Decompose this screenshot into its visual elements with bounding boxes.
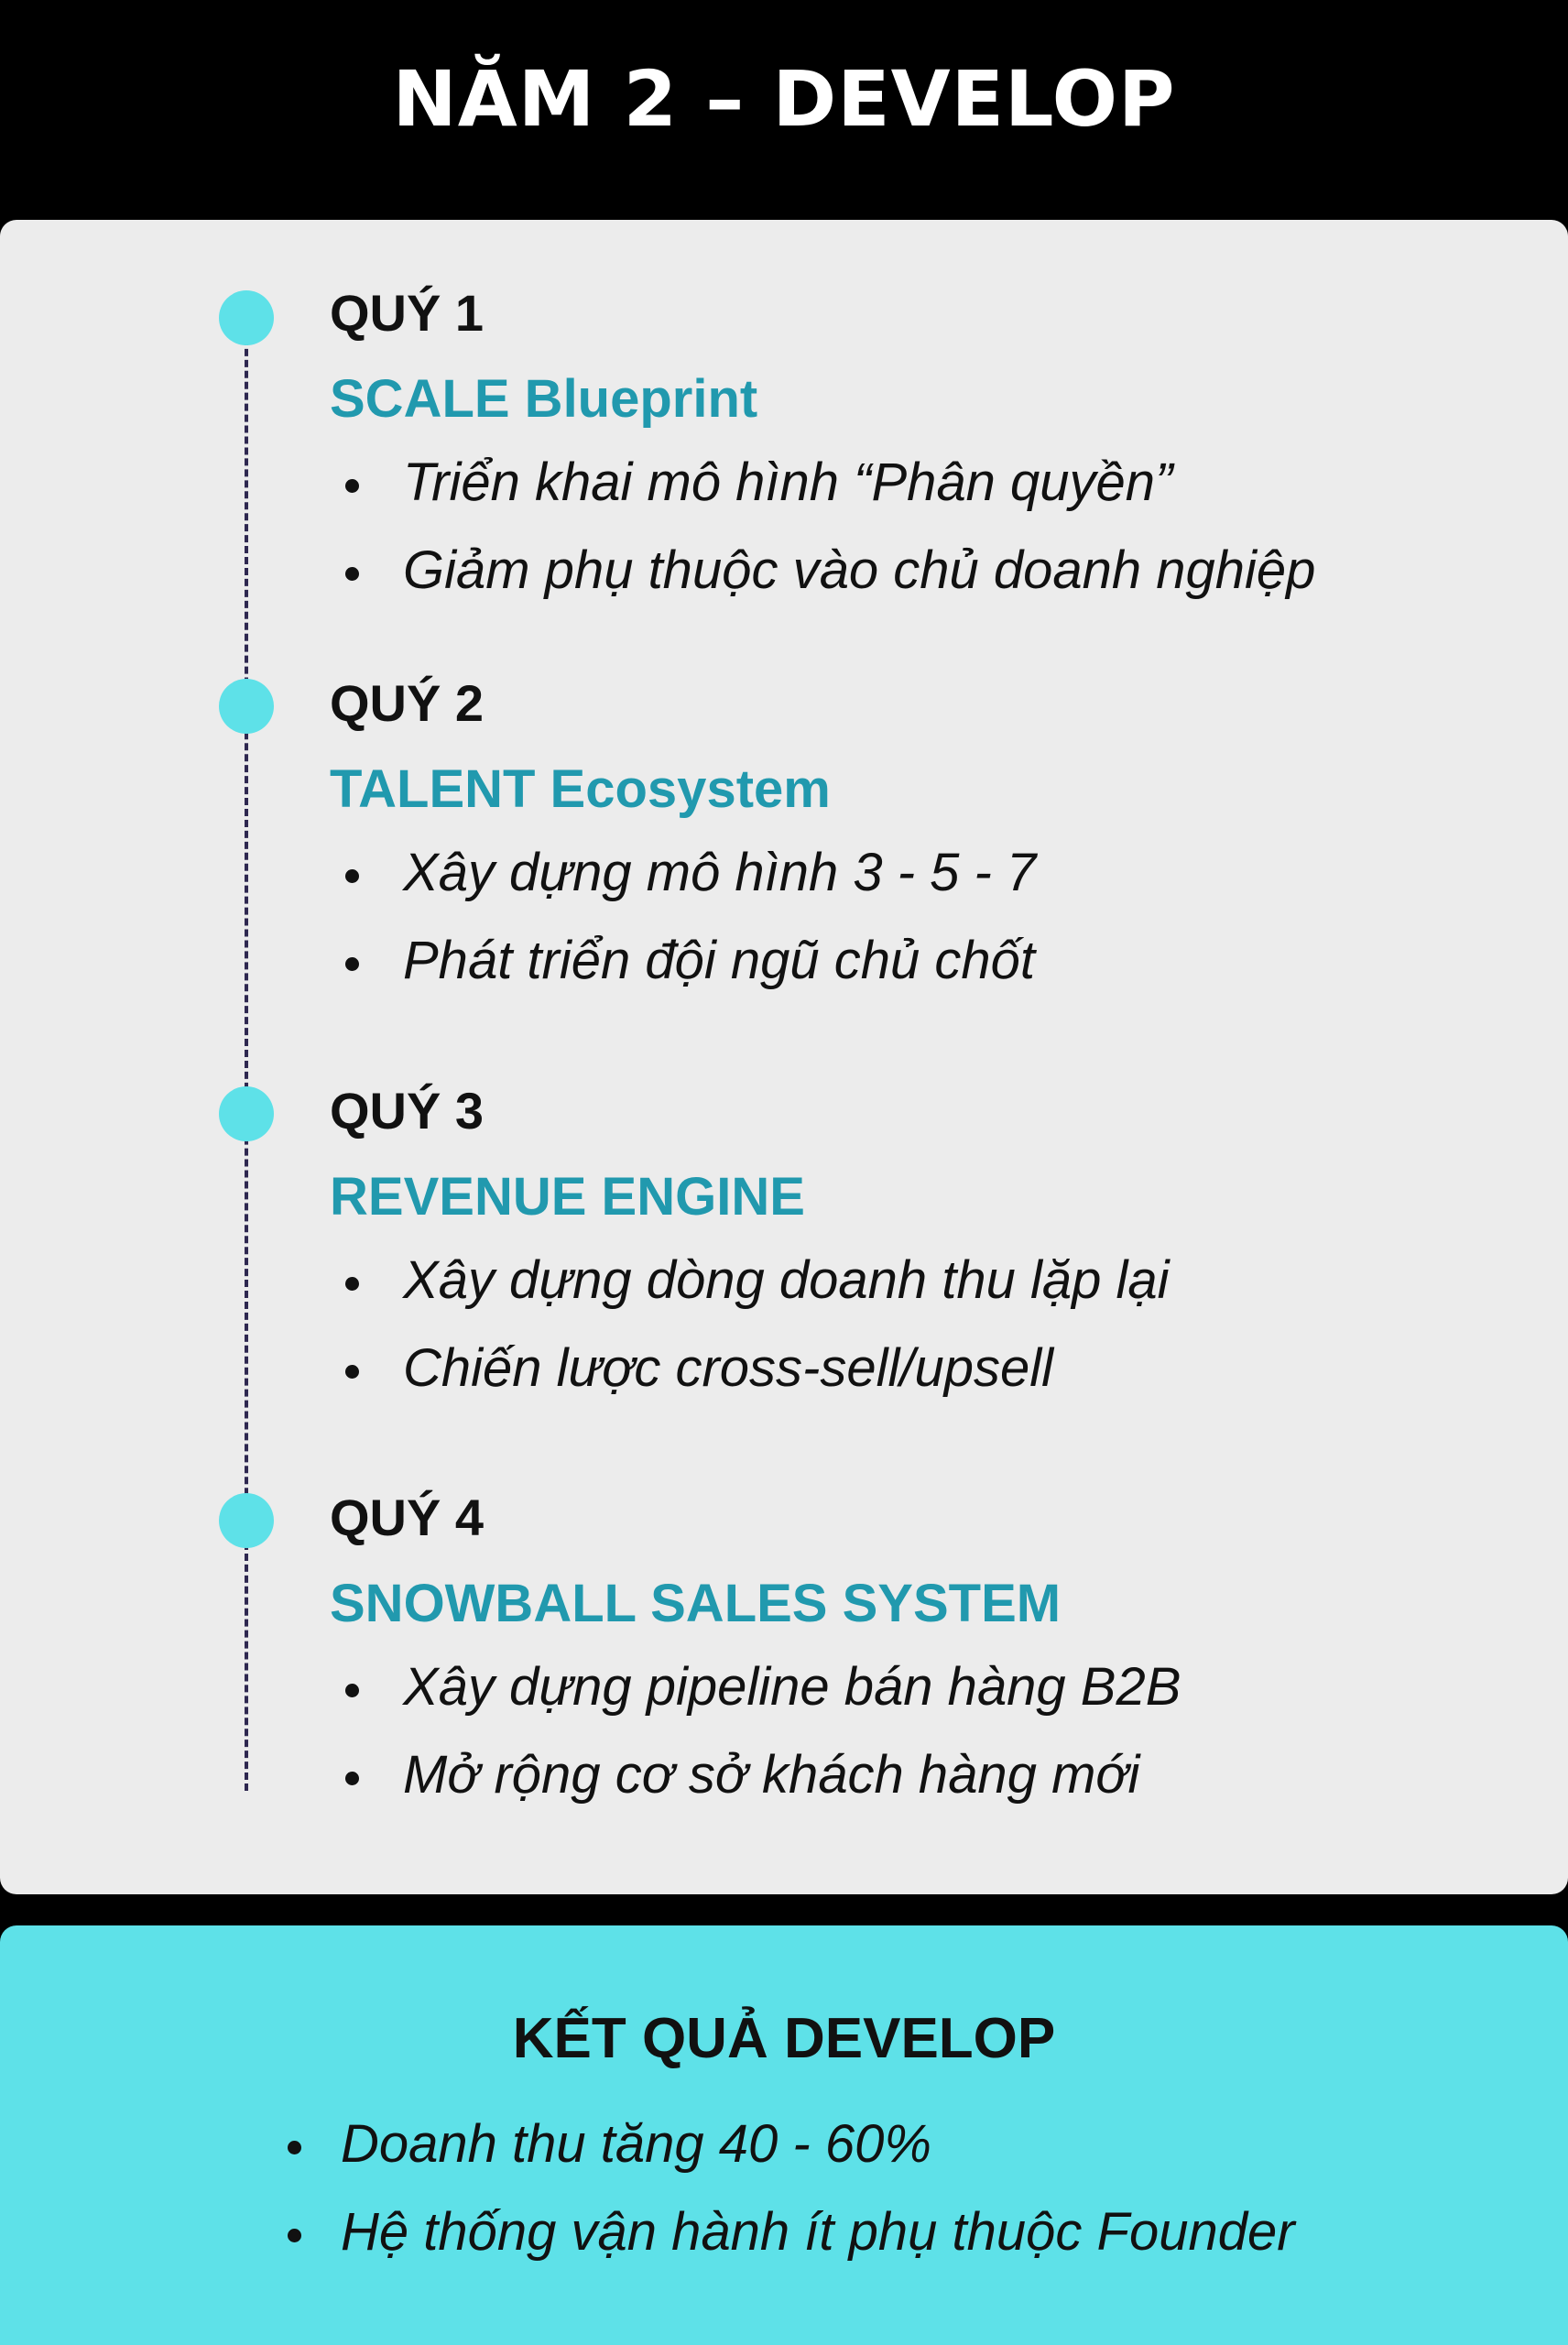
result-items	[275, 2111, 1295, 2287]
quarter-items	[330, 1654, 1520, 1808]
list-item: Xây dựng pipeline bán hàng B2B	[330, 1654, 1520, 1720]
list-item: Phát triển đội ngũ chủ chốt	[330, 928, 1520, 994]
timeline-dot-q3	[219, 1086, 274, 1141]
quarter-2	[330, 671, 1520, 1016]
list-item: Giảm phụ thuộc vào chủ doanh nghiệp	[330, 538, 1520, 604]
quarter-label: QUÝ 1	[330, 284, 485, 342]
quarter-3	[330, 1079, 1520, 1423]
page-title: NĂM 2 – DEVELOP	[392, 53, 1176, 144]
list-item: Xây dựng mô hình 3 - 5 - 7	[330, 840, 1520, 906]
timeline-line	[245, 316, 248, 1791]
list-item: Triển khai mô hình “Phân quyền”	[330, 450, 1520, 516]
quarter-label: QUÝ 4	[330, 1489, 485, 1546]
quarter-theme: REVENUE ENGINE	[330, 1167, 805, 1227]
list-item: Xây dựng dòng doanh thu lặp lại	[330, 1248, 1520, 1314]
quarter-items	[330, 840, 1520, 994]
quarter-theme: SCALE Blueprint	[330, 369, 758, 429]
quarter-1	[330, 281, 1520, 626]
timeline-dot-q1	[219, 290, 274, 345]
quarter-label: QUÝ 3	[330, 1082, 485, 1140]
quarter-items	[330, 450, 1520, 604]
quarter-theme: SNOWBALL SALES SYSTEM	[330, 1574, 1062, 1633]
list-item: Chiến lược cross-sell/upsell	[330, 1336, 1520, 1402]
quarter-items	[330, 1248, 1520, 1402]
quarter-4	[330, 1486, 1520, 1830]
timeline-dot-q4	[219, 1493, 274, 1548]
timeline-dot-q2	[219, 679, 274, 734]
list-item: Mở rộng cơ sở khách hàng mới	[330, 1742, 1520, 1808]
list-item: Doanh thu tăng 40 - 60%	[275, 2111, 1295, 2177]
result-title: KẾT QUẢ DEVELOP	[512, 2007, 1056, 2070]
list-item: Hệ thống vận hành ít phụ thuộc Founder	[275, 2199, 1295, 2265]
quarter-theme: TALENT Ecosystem	[330, 759, 831, 819]
quarter-label: QUÝ 2	[330, 674, 485, 732]
